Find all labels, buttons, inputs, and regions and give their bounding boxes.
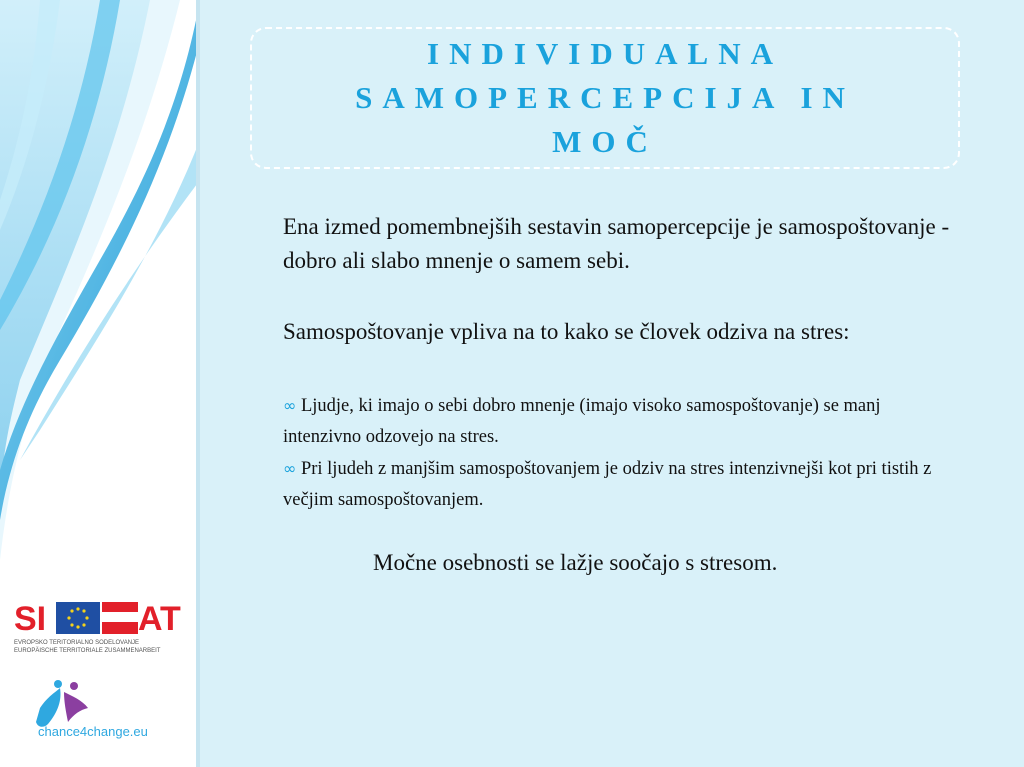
bullet-text: Pri ljudeh z manjšim samospoštovanjem je odziv na stres intenzivnejši kot pri tistih z večjim samospoštovanjem.: [283, 459, 932, 510]
figure-blue-icon: [36, 688, 61, 727]
svg-text:EVROPSKO TERITORIALNO SODELOVA: EVROPSKO TERITORIALNO SODELOVANJE: [14, 640, 140, 646]
svg-text:EUROPÄISCHE TERRITORIALE ZUSAM: EUROPÄISCHE TERRITORIALE ZUSAMMENARBEIT: [14, 648, 161, 654]
title-line-3: MOČ: [552, 124, 658, 159]
svg-text:AT: AT: [138, 600, 181, 638]
figure-purple-icon: [64, 692, 88, 722]
svg-text:SI: SI: [14, 600, 47, 638]
infinity-bullet-icon: ∞: [283, 459, 297, 478]
title-line-2: SAMOPERCEPCIJA IN: [355, 80, 855, 115]
title-line-1: INDIVIDUALNA: [427, 36, 783, 71]
siat-logo: [12, 598, 190, 656]
infinity-bullet-icon: ∞: [283, 396, 297, 415]
bullet-item: [283, 390, 955, 453]
bullet-item: [283, 453, 955, 516]
paragraph-2: Samospoštovanje vpliva na to kako se človek odziva na stres:: [283, 319, 850, 344]
svg-text:chance4change.eu: chance4change.eu: [38, 724, 148, 739]
title-box: [250, 27, 960, 169]
bullet-list: [283, 390, 955, 516]
closing-statement: Močne osebnosti se lažje soočajo s stresom.: [373, 550, 778, 575]
sidebar-edge: [196, 0, 200, 767]
slide-title: [355, 32, 855, 164]
bullet-text: Ljudje, ki imajo o sebi dobro mnenje (imajo visoko samospoštovanje) se manj intenzivno odzovejo na stres.: [283, 396, 881, 447]
chance4change-logo: [30, 678, 180, 740]
paragraph-1: Ena izmed pomembnejših sestavin samopercepcije je samospoštovanje - dobro ali slabo mnenje o samem sebi.: [283, 214, 950, 273]
